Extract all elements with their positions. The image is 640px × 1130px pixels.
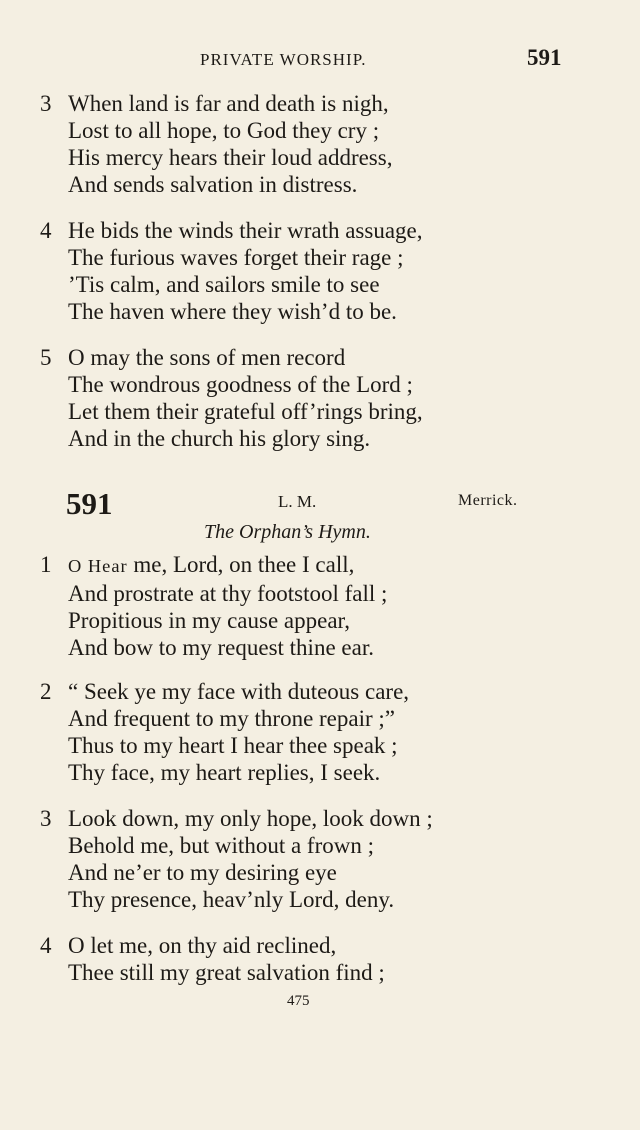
verse-line: Thy presence, heav’nly Lord, deny. [68, 887, 395, 912]
stanza-number: 4 [40, 218, 52, 243]
hymn-meter: L. M. [278, 492, 317, 511]
verse-line: The wondrous goodness of the Lord ; [68, 372, 413, 397]
verse-line: ’Tis calm, and sailors smile to see [68, 272, 380, 297]
verse-line: His mercy hears their loud address, [68, 145, 393, 170]
verse-line: And ne’er to my desiring eye [68, 860, 337, 885]
verse-line: O let me, on thy aid reclined, [68, 933, 337, 958]
hymn-author: Merrick. [458, 492, 518, 509]
verse-line: And frequent to my throne repair ;” [68, 706, 395, 731]
stanza-number: 3 [40, 91, 52, 116]
folio-number: 475 [287, 993, 310, 1009]
hymn-stanza-4 [40, 932, 385, 986]
verse-line: And in the church his glory sing. [68, 426, 371, 451]
verse-line: Lost to all hope, to God they cry ; [68, 118, 380, 143]
verse-line [68, 551, 387, 580]
stanza-number: 5 [40, 345, 52, 370]
prev-stanza-3 [40, 90, 392, 198]
hymn-stanza-1 [40, 551, 387, 661]
verse-line: He bids the winds their wrath assuage, [68, 218, 423, 243]
running-head: PRIVATE WORSHIP. [200, 50, 367, 69]
verse-line: And prostrate at thy footstool fall ; [68, 581, 388, 606]
verse-line: The haven where they wish’d to be. [68, 299, 397, 324]
verse-line: And sends salvation in distress. [68, 172, 358, 197]
stanza-number: 4 [40, 933, 52, 958]
prev-stanza-5 [40, 344, 423, 452]
verse-line: And bow to my request thine ear. [68, 635, 374, 660]
stanza-number: 1 [40, 552, 52, 577]
first-word: O Hear [68, 556, 128, 576]
verse-line: When land is far and death is nigh, [68, 91, 389, 116]
verse-line: “ Seek ye my face with duteous care, [68, 679, 410, 704]
verse-line: Behold me, but without a frown ; [68, 833, 374, 858]
hymn-stanza-2 [40, 678, 409, 786]
stanza-number: 3 [40, 806, 52, 831]
stanza-number: 2 [40, 679, 52, 704]
verse-line: O may the sons of men record [68, 345, 346, 370]
verse-line: Look down, my only hope, look down ; [68, 806, 433, 831]
hymn-stanza-3 [40, 805, 433, 913]
verse-line: Thee still my great salvation find ; [68, 960, 385, 985]
verse-line: The furious waves forget their rage ; [68, 245, 404, 270]
page-number: 591 [527, 45, 562, 70]
prev-stanza-4 [40, 217, 423, 325]
hymn-number: 591 [66, 486, 113, 521]
verse-line: Thy face, my heart replies, I seek. [68, 760, 381, 785]
verse-line: Propitious in my cause appear, [68, 608, 351, 633]
hymn-title: The Orphan’s Hymn. [204, 521, 371, 543]
verse-line: Let them their grateful off’rings bring, [68, 399, 423, 424]
verse-line: Thus to my heart I hear thee speak ; [68, 733, 398, 758]
first-line-rest: me, Lord, on thee I call, [127, 552, 355, 577]
